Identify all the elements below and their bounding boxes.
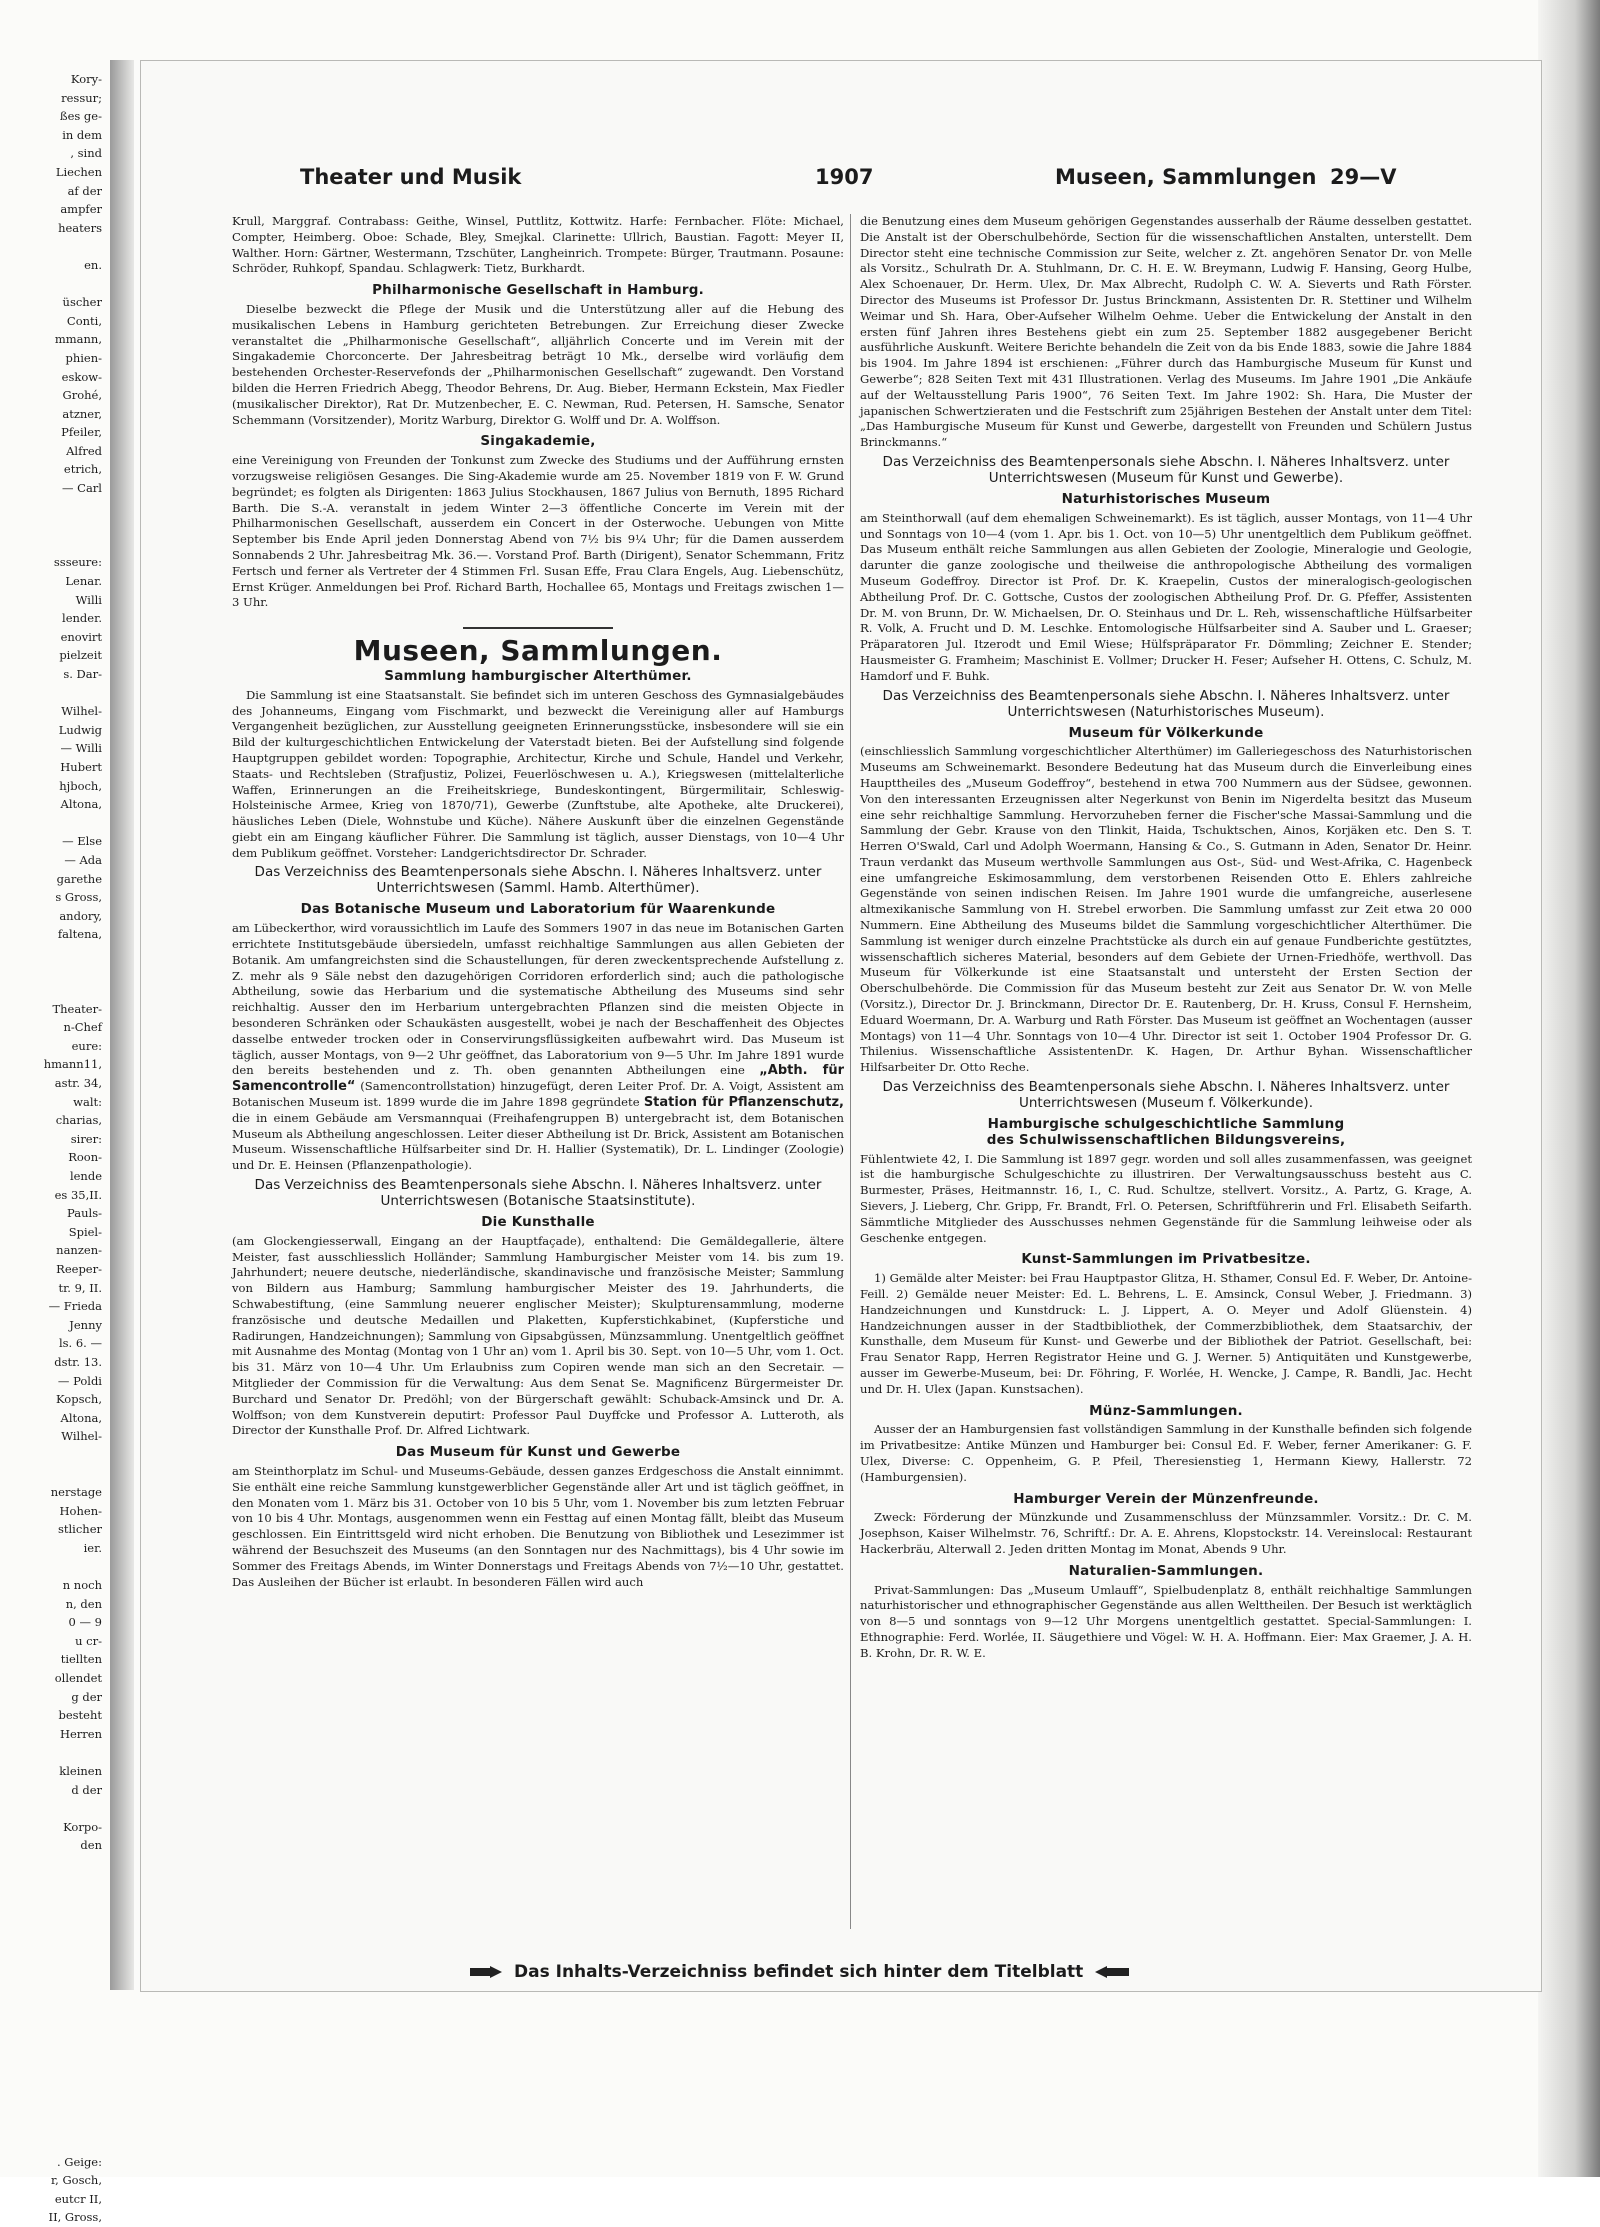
footer-text: Das Inhalts-Verzeichniss befindet sich hinter dem Titelblatt	[514, 1962, 1084, 1982]
section-text-singakademie: eine Vereinigung von Freunden der Tonkunst zum Zwecke des Studiums und der Aufführung ernsten vorzugsweise religiösen Gesanges. Die Sing-Akademie wurde am 25. November 1819 von F. W. Grund begründet; es folgten als Dirigenten: 1863 Julius Stockhausen, 1867 Julius von Bernuth, 1895 Richard Barth. Die S.-A. veranstalt in jedem Winter 2—3 öffentliche Concerte im Verein mit der Philharmonischen Gesellschaft, ausserdem ein Concert in der Osterwoche. Uebungen von Mitte September bis Ende April jeden Donnerstag Abend von 7½ bis 9¼ Uhr; für die Damen ausserdem Sonnabends 2 Uhr. Jahresbeitrag Mk. 36.—. Vorstand Prof. Barth (Dirigent), Senator Schemmann, Fritz Fertsch und ferner als Vertreter der 4 Stimmen Frl. Susan Effe, Frau Clara Engels, Aug. Liebenschütz, Ernst Krüger. Anmeldungen bei Prof. Richard Barth, Hochallee 65, Montags und Freitags zwischen 1—3 Uhr.	[232, 453, 844, 610]
botanik-text-2: (Samencontrollstation) hinzugefügt, deren Leiter Prof. Dr. A. Voigt, Assistent am Botanischen Museum ist. 1899 wurde die im Jahre 1898 gegründete	[232, 1079, 844, 1110]
right-column	[860, 214, 1472, 1934]
section-text-schulgeschichte: Fühlentwiete 42, I. Die Sammlung ist 1897 gegr. worden und soll alles zusammenfassen, was geeignet ist die hamburgische Schulgeschichte zu illustriren. Der Verwaltungsausschuss besteht aus C. Burmester, Präses, Heitmannstr. 16, I., C. Rud. Schultze, stellvert. Vorsitz., A. Partz, G. Krage, A. Sievers, J. Lieberg, Chr. Gripp, Fr. Brandt, Frl. O. Petersen, Schriftführerin und Frl. Elisabeth Seifarth. Sämmtliche Mitglieder des Ausschusses nehmen Gegenstände für die Sammlung leihweise oder als Geschenke entgegen.	[860, 1151, 1472, 1245]
section-text-philharmonie: Dieselbe bezweckt die Pflege der Musik und die Unterstützung aller auf die Hebung des musikalischen Lebens in Hamburg gerichteten Betrebungen. Zur Erreichung dieser Zwecke veranstaltet die „Philharmonische Gesellschaft“, alljährlich Concerte und im Verein mit der Singakademie Chorconcerte. Der Jahresbeitrag beträgt 10 Mk., derselbe wird vorläufig dem bestehenden Orchester-Reservefonds der „Philharmonischen Gesellschaft“ zugewandt. Den Vorstand bilden die Herren Friedrich Abegg, Theodor Behrens, Dr. Aug. Bieber, Hermann Eckstein, Max Fiedler (musikalischer Direktor), Rat Dr. Mutzenbecher, E. C. Newman, Rud. Petersen, H. Samsche, Senator Schemmann (Vorsitzender), Moritz Warburg, Direktor G. Wolff und Dr. A. Wolffson.	[232, 301, 844, 427]
section-title-philharmonie: Philharmonische Gesellschaft in Hamburg.	[372, 282, 704, 299]
botanik-text-1: am Lübeckerthor, wird voraussichtlich im Laufe des Sommers 1907 in das neue im Botanischen Garten errichtete Institutsgebäude übersiedeln, umfasst reichhaltige Sammlungen aus allen Gebieten der Botanik. Am umfangreichsten sind die Schaustellungen, für deren zweckentsprechende Aufstellung z. Z. mehr als 9 Säle nebst den dazugehörigen Corridoren erforderlich sind; auch die pathologische Abtheilung, sowie das Herbarium und die systematische Abtheilung des Museums sind sehr reichhaltig. Ausser den im Herbarium untergebrachten Pflanzen sind die meisten Objecte in besonderen Schränken oder Schaukästen ausgestellt, wobei je nach der Beschaffenheit des Objectes dasselbe entweder trocken oder in Conservirungsflüssigkeiten aufbewahrt wird. Das Museum ist täglich, ausser Montags, von 9—2 Uhr geöffnet, das Laboratorium von 9—5 Uhr. Im Jahre 1891 wurde den bereits bestehenden und z. Th. oben genannten Abtheilungen eine	[232, 921, 844, 1078]
reference-note: Das Verzeichniss des Beamtenpersonals siehe Abschn. I. Näheres Inhaltsverz. unter Unterrichtswesen (Naturhistorisches Museum).	[882, 687, 1450, 720]
section-rule	[463, 627, 613, 629]
left-column	[232, 214, 844, 1934]
header-right: Museen, Sammlungen	[1055, 165, 1317, 189]
book-gutter	[110, 60, 134, 1990]
section-title-voelkerkunde: Museum für Völkerkunde	[1068, 724, 1264, 741]
section-text-kunstgewerbe-cont: die Benutzung eines dem Museum gehörigen Gegenstandes ausserhalb der Räume desselben gestattet. Die Anstalt ist der Oberschulbehörde, Section für die wissenschaftlichen Anstalten, unterstellt. Dem Director steht eine technische Commission zur Seite, welcher z. Zt. angehören Senator Dr. von Melle als Vorsitz., Schulrath Dr. A. Stuhlmann, Dr. C. H. E. W. Breymann, Ludwig F. Hansing, Georg Hulbe, Alex Schoenauer, Dr. Herm. Ulex, Dr. Max Albrecht, Rudolph C. W. A. Sieverts und Rath Förster. Director des Museums ist Professor Dr. Justus Brinckmann, Assistenten Dr. R. Stettiner und Wilhelm Weimar und Sh. Hara, Ober-Aufseher Wilhelm Oehme. Ueber die Entwickelung der Anstalt in den ersten fünf Jahren ihres Bestehens giebt ein zum 25. September 1882 ausgegebener Bericht ausführliche Auskunft. Weitere Berichte behandeln die Zeit von da bis Ende 1883, sowie die Jahre 1884 bis 1904. Im Jahre 1894 ist erschienen: „Führer durch das Hamburgische Museum für Kunst und Gewerbe“; 828 Seiten Text mit 431 Illustrationen. Verlag des Museums. Im Jahre 1901 „Die Ankäufe auf der Weltausstellung Paris 1900“, 76 Seiten Text. Im Jahre 1902: Sh. Hara, Die Muster der japanischen Schwertzieraten und die Festschrift zum 25jährigen Bestehen der Anstalt unter dem Titel: „Das Hamburgische Museum für Kunst und Gewerbe, dargestellt von Freunden und Schülern Justus Brinckmanns.“	[860, 214, 1472, 450]
pointing-hand-icon	[1095, 1964, 1129, 1980]
section-title-muenzfreunde: Hamburger Verein der Münzenfreunde.	[1013, 1490, 1319, 1507]
section-title-kunsthalle: Die Kunsthalle	[481, 1214, 595, 1231]
pointing-hand-icon	[470, 1964, 504, 1980]
section-text-kunstgewerbe: am Steinthorplatz im Schul- und Museums-Gebäude, dessen ganzes Erdgeschoss die Anstalt einnimmt. Sie enthält eine reiche Sammlung kunstgewerblicher Gegenstände aller Art und ist täglich geöffnet, in den Monaten vom 1. März bis 31. October von 10 bis 5 Uhr, vom 1. November bis zum letzten Februar von 10 bis 4 Uhr. Montags, ausgenommen wenn ein Festtag auf einen Montag fällt, bleibt das Museum geschlossen. Ein Eintrittsgeld wird nicht erhoben. Die Benutzung von Bibliothek und Lesezimmer ist während der Besuchszeit des Museums (an den Sonntagen nur des Nachmittags), bis 4 Uhr sowie im Sommer des Freitags Abends, im Winter Donnerstags und Freitags Abends von 7½—10 Uhr, gestattet. Das Ausleihen der Bücher ist erlaubt. In besonderen Fällen wird auch	[232, 1463, 844, 1589]
botanik-text-3: die in einem Gebäude am Versmannquai (Freihafengruppen B) untergebracht ist, dem Botanischen Museum als Abtheilung angeschlossen. Leiter dieser Abtheilung ist Dr. Brick, Assistent am Botanischen Museum. Wissenschaftliche Hülfsarbeiter sind Dr. H. Hallier (Systematik), Dr. L. Lindinger (Zoologie) und Dr. E. Heinsen (Pflanzenpathologie).	[232, 1110, 844, 1173]
section-title-alterthuemer: Sammlung hamburgischer Alterthümer.	[384, 667, 692, 684]
page-number: 29—V	[1330, 165, 1397, 189]
reference-note: Das Verzeichniss des Beamtenpersonals siehe Abschn. I. Näheres Inhaltsverz. unter Unterrichtswesen (Museum für Kunst und Gewerbe).	[882, 453, 1450, 486]
column-divider	[850, 214, 851, 1929]
section-title-kunstgewerbe: Das Museum für Kunst und Gewerbe	[395, 1444, 681, 1461]
section-title-naturhistorisch: Naturhistorisches Museum	[1061, 490, 1271, 507]
section-text-voelkerkunde: (einschliesslich Sammlung vorgeschichtlicher Alterthümer) im Galleriegeschoss des Naturhistorischen Museums am Schweinemarkt. Besondere Bedeutung hat das Museum durch die Einverleibung eines Haupttheiles des „Museum Godeffroy“, bestehend in etwa 700 Nummern aus der Südsee, gewonnen. Von den interessanten Erzeugnissen alter Negerkunst von Benin im Nigerdelta besitzt das Museum eine sehr reichhaltige Sammlung. Hervorzuheben ferner die Fischer'sche Massai-Sammlung und die Sammlung der Gebr. Krause von den Tlinkit, Haida, Tschuktschen, Ainos, Korjäken etc. Den S. T. Herren O'Swald, Carl und Adolph Woermann, Hansing & Co., S. Gutmann in Aden, Senator Dr. Heinr. Traun verdankt das Museum werthvolle Sammlungen aus Ost-, Süd- und West-Afrika, C. Hagenbeck eine umfangreiche Eskimosammlung, dem verstorbenen Reisenden Otto E. Ehlers zahlreiche Gegenstände von seinen indischen Reisen. Im Jahre 1901 wurde die umfangreiche, auserlesene altmexikanische Sammlung von H. Strebel erworben. Die Sammlung umfasst zur Zeit etwa 20 000 Nummern. Eine Abtheilung des Museums bildet die Sammlung vorgeschichtlicher Alterthümer. Die Sammlung ist weniger durch einzelne Prachtstücke als durch ein auf genaue Fundberichte gestütztes, wissenschaftlich sicheres Material, besonders auf dem Gebiete der Urnen-Friedhöfe, werthvoll. Das Museum für Völkerkunde ist eine Staatsanstalt und untersteht der Ersten Section der Oberschulbehörde. Die Commission für das Museum besteht zur Zeit aus Senator Dr. W. von Melle (Vorsitz.), Director Dr. J. Brinckmann, Director Dr. E. Rautenberg, Dr. H. Kruss, Consul F. Hernsheim, Eduard Woermann, Dr. A. Warburg und Rath Förster. Das Museum ist geöffnet an Wochentagen (ausser Montags) von 11—4 Uhr. Sonntags von 10—4 Uhr. Director ist seit 1. October 1904 Professor Dr. G. Thilenius. Wissenschaftliche AssistentenDr. K. Hagen, Dr. Arthur Byhan. Wissenschaftlicher Hilfsarbeiter Dr. Otto Reche.	[860, 744, 1472, 1075]
section-text-naturalien: Privat-Sammlungen: Das „Museum Umlauff“, Spielbudenplatz 8, enthält reichhaltige Sammlungen naturhistorischer und ethnographischer Gegenstände aus allen Welttheilen. Der Besuch ist werktäglich von 8—5 und sonntags von 9—12 Uhr Morgens unentgeltlich gestattet. Special-Sammlungen: I. Ethnographie: Ferd. Worlée, II. Säugethiere und Vögel: W. H. A. Hoffmann. Eier: Max Graemer, J. A. H. B. Krohn, Dr. R. W. E.	[860, 1582, 1472, 1660]
section-subtitle-schulgeschichte: des Schulwissenschaftlichen Bildungsvereins,	[986, 1131, 1346, 1148]
previous-page-text: Kory- ressur; ßes ge- in dem , sind Liechen af der ampfer heaters en. üscher Conti, mmann, phien- eskow- Grohé, atzner, Pfeiler, Alfred etrich, — Carl ssseure: Lenar. Willi lender. enovirt pielzeit s. Dar- Wilhel- Ludwig — Willi Hubert hjboch, Altona, — Else — Ada garethe s Gross, andory, faltena, Theater- n-Chef eure: hmann11, astr. 34, walt: charias, sirer: Roon- lende es 35,II. Pauls- Spiel- nanzen- Reeper- tr. 9, II. — Frieda Jenny ls. 6. — dstr. 13. — Poldi Kopsch, Altona, Wilhel- nerstage Hohen- stlicher ier. n noch n, den 0 — 9 u cr- tiellten ollendet g der besteht Herren kleinen d der Korpo- den . Geige: r, Gosch, eutcr II, II, Gross,	[43, 72, 102, 2225]
running-header	[270, 165, 1410, 193]
section-title-botanik: Das Botanische Museum und Laboratorium für Waarenkunde	[300, 901, 776, 918]
samencontrolle-highlight: „Abth. für Samencontrolle“	[232, 1063, 845, 1095]
pflanzenschutz-highlight: Station für Pflanzenschutz,	[643, 1095, 844, 1111]
section-text-muenzfreunde: Zweck: Förderung der Münzkunde und Zusammenschluss der Münzsammler. Vorsitz.: Dr. C. M. Josephson, Kaiser Wilhelmstr. 76, Schriftf.: Dr. A. E. Ahrens, Klopstockstr. 14. Vereinslocal: Restaurant Hackerbräu, Alterwall 2. Jeden dritten Montag im Monat, Abends 9 Uhr.	[860, 1510, 1472, 1556]
section-title-singakademie: Singakademie,	[480, 433, 596, 450]
section-text-naturhistorisch: am Steinthorwall (auf dem ehemaligen Schweinemarkt). Es ist täglich, ausser Montags, von 11—4 Uhr und Sonntags von 10—4 (vom 1. Apr. bis 1. Oct. von 10—5) Uhr unentgeltlich dem Publikum geöffnet. Das Museum enthält reiche Sammlungen aus allen Gebieten der Zoologie, Mineralogie und Geologie, darunter die ganze zoologische und theilweise die anthropologische Abtheilung des vormaligen Museum Godeffroy. Director ist Prof. Dr. K. Kraepelin, Custos der mineralogisch-geologischen Abtheilung Prof. Dr. C. Gottsche, Custos der zoologischen Abtheilung Prof. Dr. G. Pfeffer, Assistenten Dr. M. von Brunn, Dr. W. Michaelsen, Dr. O. Steinhaus und Dr. L. Reh, wissenschaftliche Hülfsarbeiter R. Volk, A. Frucht und D. M. Leschke. Entomologische Hülfsarbeiter sind A. Sauber und L. Graeser; Präparatoren Jul. Itzerodt und Emil Wiese; Hülfspräparator Fr. Dömmling; Zeichner E. Stender; Hausmeister G. Framheim; Maschinist E. Vollmer; Drucker H. Feser; Aufseher H. Ottens, C. Schulz, M. Hamdorf und F. Buhk.	[860, 510, 1472, 683]
reference-note: Das Verzeichniss des Beamtenpersonals siehe Abschn. I. Näheres Inhaltsverz. unter Unterrichtswesen (Samml. Hamb. Alterthümer).	[254, 864, 822, 897]
page-edge-shadow	[1538, 0, 1600, 2177]
chapter-title: Museen, Sammlungen.	[353, 634, 723, 668]
footer-notice	[470, 1958, 1270, 1986]
orchestra-list: Krull, Marggraf. Contrabass: Geithe, Winsel, Puttlitz, Kottwitz. Harfe: Fernbacher. Flöte: Michael, Compter, Heimberg. Oboe: Schade, Bley, Smejkal. Clarinette: Ullrich, Baustian. Fagott: Meyer II, Walther. Horn: Gärtner, Westermann, Tzschüter, Langheinrich. Trompete: Bürger, Trautmann. Posaune: Schröder, Ruhkopf, Spandau. Schlagwerk: Tietz, Burkhardt.	[232, 214, 844, 276]
section-title-schulgeschichte: Hamburgische schulgeschichtliche Sammlung	[987, 1116, 1345, 1133]
previous-page-fragment	[0, 70, 112, 2225]
section-text-alterthuemer: Die Sammlung ist eine Staatsanstalt. Sie befindet sich im unteren Geschoss des Gymnasialgebäudes des Johanneums, Eingang vom Fischmarkt, und bezweckt die Vereinigung aller auf Hamburgs Vergangenheit bezüglichen, zur Ausstellung geeigneten Erinnerungsstücke, insbesondere will sie ein Bild der kulturgeschichtlichen Entwickelung der Vaterstadt bieten. Bei der Aufstellung sind folgende Hauptgruppen gebildet worden: Topographie, Architectur, Kirche und Schule, Handel und Verkehr, Staats- und Rechtsleben (Strafjustiz, Polizei, Feuerlöschwesen u. A.), Kriegswesen (mittelalterliche Waffen, Erinnerungen an die Freiheitskriege, Bundeskontingent, Bürgermilitair, Schleswig-Holsteinische Armee, Krieg von 1870/71), Gewerbe (Zunftstube, alte Apotheke, alte Druckerei), häusliches Leben (Diele, Wohnstube und Küche). Nähere Auskunft über die einzelnen Gegenstände giebt ein am Eingang käuflicher Führer. Die Sammlung ist täglich, ausser Dienstags, von 10—4 Uhr dem Publikum geöffnet. Vorsteher: Landgerichtsdirector Dr. Schrader.	[232, 687, 844, 860]
reference-note: Das Verzeichniss des Beamtenpersonals siehe Abschn. I. Näheres Inhaltsverz. unter Unterrichtswesen (Botanische Staatsinstitute).	[254, 1177, 822, 1210]
section-text-botanik	[232, 921, 844, 1174]
section-text-muenz: Ausser der an Hamburgensien fast vollständigen Sammlung in der Kunsthalle befinden sich folgende im Privatbesitze: Antike Münzen und Hamburger bei: Consul Ed. F. Weber, ferner Amerikaner: G. F. Ulex, Diverse: C. Oppenheim, G. P. Pfeil, Theresienstieg 1, Hermann Kiewy, Hallerstr. 72 (Hamburgensien).	[860, 1422, 1472, 1484]
section-title-privatbesitz: Kunst-Sammlungen im Privatbesitze.	[1021, 1251, 1311, 1268]
section-text-privatbesitz: 1) Gemälde alter Meister: bei Frau Hauptpastor Glitza, H. Sthamer, Consul Ed. F. Weber, Dr. Antoine-Feill. 2) Gemälde neuer Meister: Ed. L. Behrens, L. E. Amsinck, Consul Weber, J. Friedmann. 3) Handzeichnungen und Kunstdruck: L. J. Lippert, A. O. Meyer und Adolf Glüenstein. 4) Handzeichnungen ausser in der Stadtbibliothek, der Commerzbibliothek, dem Staatsarchiv, der Kunsthalle, dem Museum für Kunst- und Gewerbe und der Bibliothek der Patriot. Gesellschaft, bei: Frau Senator Rapp, Herren Registrator Heine und G. J. Werner. 5) Antiquitäten und Kunstgewerbe, ausser im Gewerbe-Museum, bei: Dr. Föhring, F. Worlée, H. Wencke, J. Campe, R. Bandli, Jac. Hecht und Dr. H. Ulex (Japan. Kunstsachen).	[860, 1271, 1472, 1396]
header-left: Theater und Musik	[300, 165, 522, 189]
section-text-kunsthalle: (am Glockengiesserwall, Eingang an der Hauptfaçade), enthaltend: Die Gemäldegallerie, ältere Meister, fast ausschliesslich Holländer; Sammlung Hamburgischer Meister vom 14. bis zum 19. Jahrhundert; neuere deutsche, niederländische, skandinavische und französische Meister; Sammlung von Bildern aus Hamburg; Sammlung hamburgischer Meister des 19. Jahrhunderts, die Schwabestiftung, (eine Sammlung neuerer englischer Meister); Skulpturensammlung, moderne französische und deutsche Medaillen und Plaketten, Kupferstichkabinet, (Kupferstiche und Radirungen, Handzeichnungen); Sammlung von Gipsabgüssen, Münzsammlung. Unentgeltlich geöffnet mit Ausnahme des Montag (Montag von 1 Uhr an) vom 1. April bis 30. Sept. von 10—5 Uhr, vom 1. Oct. bis 31. März von 10—4 Uhr. Um Erlaubniss zum Copiren wende man sich an den Secretair. — Mitglieder der Commission für die Verwaltung: Aus dem Senat Se. Magnificenz Bürgermeister Dr. Burchard und Senator Dr. Predöhl; von der Bürgerschaft gewählt: Schuback-Amsinck und Dr. A. Wolffson; von dem Kunstverein deputirt: Professor Paul Duyffcke und Professor A. Lutteroth, als Director der Kunsthalle Prof. Dr. Alfred Lichtwark.	[232, 1233, 844, 1438]
section-title-muenz: Münz-Sammlungen.	[1089, 1402, 1243, 1419]
section-title-naturalien: Naturalien-Sammlungen.	[1068, 1562, 1264, 1579]
reference-note: Das Verzeichniss des Beamtenpersonals siehe Abschn. I. Näheres Inhaltsverz. unter Unterrichtswesen (Museum f. Völkerkunde).	[882, 1079, 1450, 1112]
header-year: 1907	[815, 165, 874, 189]
